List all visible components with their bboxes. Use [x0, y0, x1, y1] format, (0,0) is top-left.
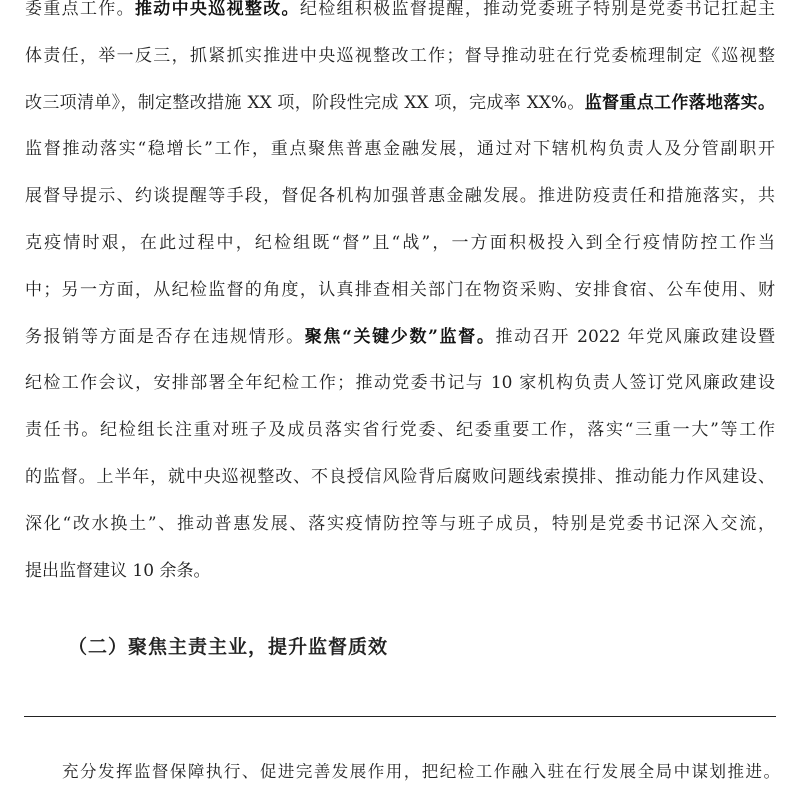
text-run: 深化“改水换土”、推动普惠发展、落实疫情防控等与班子成员，特别是党委书记深入交流， — [25, 513, 775, 534]
text-line — [25, 372, 775, 394]
text-run: 体责任，举一反三，抓紧抓实推进中央巡视整改工作；督导推动驻在行党委梳理制定《巡视整 — [25, 45, 775, 66]
bold-phrase: 监督重点工作落地落实。 — [584, 92, 775, 113]
text-run: 克疫情时艰，在此过程中，纪检组既“督”且“战”，一方面积极投入到全行疫情防控工作当 — [25, 233, 775, 253]
text-line — [25, 513, 775, 535]
text-line — [25, 326, 775, 348]
text-run: 纪检组积极监督提醒，推动党委班子特别是党委书记扛起主 — [299, 0, 776, 19]
text-run: 委重点工作。 — [25, 0, 135, 19]
text-run: 中；另一方面，从纪检监督的角度，认真排查相关部门在物资采购、安排食宿、公车使用、财 — [25, 279, 775, 300]
text-run: 展督导提示、约谈提醒等手段，督促各机构加强普惠金融发展。推进防疫责任和措施落实，共 — [25, 186, 775, 207]
paragraph: 充分发挥监督保障执行、促进完善发展作用，把纪检工作融入驻在行发展全局中谋划推进。 — [62, 762, 780, 781]
text-line — [25, 0, 775, 20]
text-run: 责任书。纪检组长注重对班子及成员落实省行党委、纪委重要工作，落实“三重一大”等工作 — [25, 420, 775, 441]
text-run: 改三项清单》，制定整改措施 XX 项，阶段性完成 XX 项，完成率 XX%。 — [25, 92, 585, 113]
text-run: 提出监督建议 10 余条。 — [25, 560, 211, 581]
text-line — [25, 560, 775, 582]
text-run: 务报销等方面是否存在违规情形。 — [25, 326, 305, 347]
horizontal-divider — [24, 716, 776, 717]
bold-phrase: 聚焦“关键少数”监督。 — [304, 326, 496, 347]
bold-phrase: 推动中央巡视整改。 — [134, 0, 300, 19]
text-line — [25, 45, 775, 67]
text-run: 纪检工作会议，安排部署全年纪检工作；推动党委书记与 10 家机构负责人签订党风廉政建设 — [25, 373, 775, 394]
text-line — [25, 138, 775, 160]
text-line — [25, 279, 775, 301]
text-line — [25, 185, 775, 207]
text-run: 的监督。上半年，就中央巡视整改、不良授信风险背后腐败问题线索摸排、推动能力作风建设、 — [25, 467, 775, 487]
text-line — [25, 92, 775, 114]
section-heading: （二）聚焦主责主业，提升监督质效 — [68, 636, 389, 658]
text-line — [25, 419, 775, 441]
text-run: 监督推动落实“稳增长”工作，重点聚焦普惠金融发展，通过对下辖机构负责人及分管副职开 — [25, 139, 775, 160]
text-line — [25, 232, 775, 254]
text-run: 推动召开 2022 年党风廉政建设暨 — [495, 326, 776, 347]
text-line — [25, 466, 775, 488]
